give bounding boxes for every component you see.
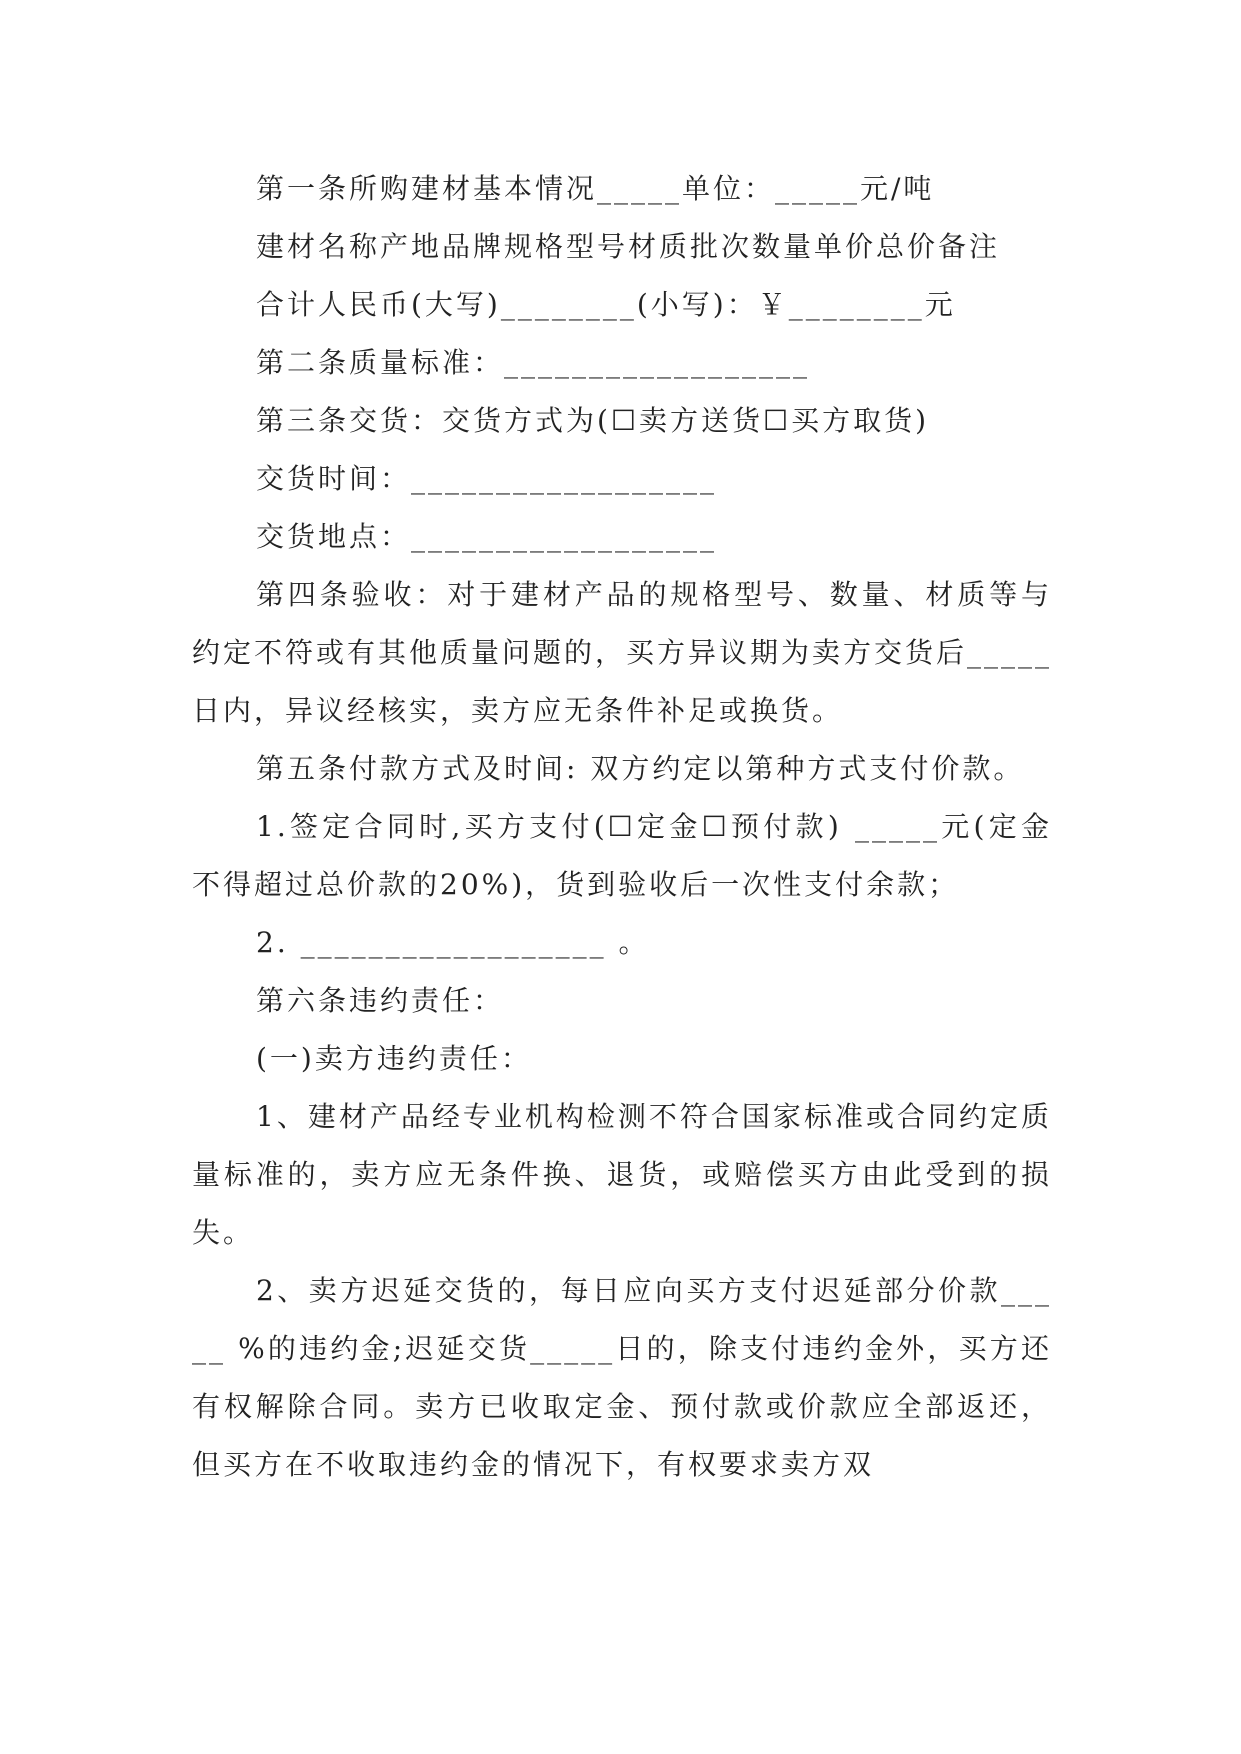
clause-3-delivery-time: 交货时间：__________________: [256, 462, 718, 495]
document-body: [192, 160, 1052, 1494]
clause-5-payment-item-2: 2. __________________ 。: [256, 926, 650, 959]
clause-4-acceptance: 第四条验收：对于建材产品的规格型号、数量、材质等与约定不符或有其他质量问题的，买方异议期为卖方交货后_____日内，异议经核实，卖方应无条件补足或换货。: [192, 578, 1053, 727]
clause-1-basic-info: 第一条所购建材基本情况_____单位：_____元/吨: [256, 172, 935, 205]
clause-2-quality: 第二条质量标准：__________________: [256, 346, 811, 379]
clause-3-delivery-place: 交货地点：__________________: [256, 520, 718, 553]
clause-3-delivery: 第三条交货：交货方式为(☐卖方送货☐买方取货): [256, 404, 930, 437]
clause-6-liability: 第六条违约责任：: [256, 984, 505, 1017]
clause-6-seller-item-1: 1、建材产品经专业机构检测不符合国家标准或合同约定质量标准的，卖方应无条件换、退货，或赔偿买方由此受到的损失。: [192, 1100, 1052, 1249]
clause-1-table-header: 建材名称产地品牌规格型号材质批次数量单价总价备注: [256, 230, 1001, 263]
clause-6-seller-item-2: 2、卖方迟延交货的，每日应向买方支付迟延部分价款_____ %的违约金;迟延交货_____日的，除支付违约金外，买方还有权解除合同。卖方已收取定金、预付款或价款应全部返还，但买方在不收取违约金的情况下，有权要求卖方双: [192, 1274, 1052, 1481]
clause-1-total: 合计人民币(大写)________(小写)：￥________元: [256, 288, 956, 321]
clause-5-payment: 第五条付款方式及时间: 双方约定以第种方式支付价款。: [256, 752, 1025, 785]
clause-6-seller-liability: (一)卖方违约责任：: [256, 1042, 532, 1075]
clause-5-payment-item-1: 1.签定合同时,买方支付(☐定金☐预付款) _____元(定金不得超过总价款的20%)，货到验收后一次性支付余款；: [192, 810, 1052, 901]
